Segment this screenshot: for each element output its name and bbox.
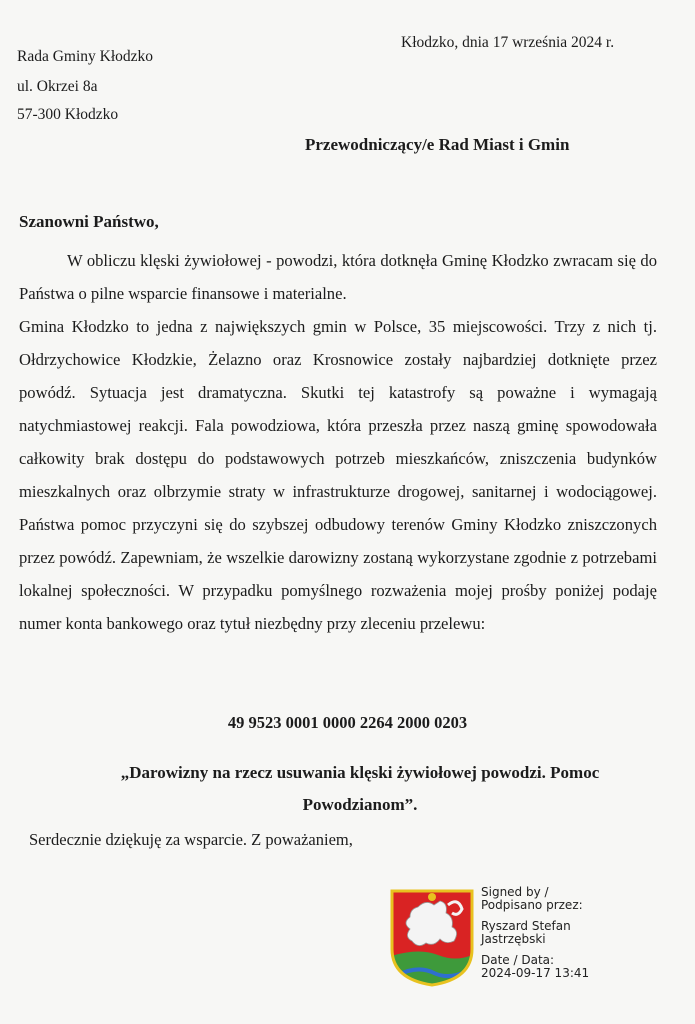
signer-name-line-2: Jastrzębski	[481, 932, 546, 946]
signature-date-label: Date / Data:	[481, 953, 555, 967]
sender-line-2: ul. Okrzei 8a	[17, 78, 98, 95]
signed-by-label-pl: Podpisano przez:	[481, 898, 583, 912]
letter-body	[19, 244, 657, 640]
salutation: Szanowni Państwo,	[19, 212, 159, 231]
transfer-title-line-2: Powodzianom”.	[302, 795, 418, 814]
signature-details	[481, 886, 589, 980]
signed-by-label: Signed by /	[481, 885, 549, 899]
sender-line-1: Rada Gminy Kłodzko	[17, 48, 154, 65]
transfer-title	[60, 757, 660, 821]
signature-datetime: 2024-09-17 13:41	[481, 966, 590, 980]
signer-name-line-1: Ryszard Stefan	[481, 919, 571, 933]
body-paragraph-1: W obliczu klęski żywiołowej - powodzi, która dotknęła Gminę Kłodzko zwracam się do Państwa o pilne wsparcie finansowe i materialne.	[19, 251, 657, 303]
recipient: Przewodniczący/e Rad Miast i Gmin	[305, 135, 570, 154]
sender-line-3: 57-300 Kłodzko	[17, 106, 119, 123]
closing: Serdecznie dziękuję za wsparcie. Z poważaniem,	[29, 830, 353, 849]
electronic-signature	[388, 884, 678, 994]
body-paragraph-2: Gmina Kłodzko to jedna z największych gmin w Polsce, 35 miejscowości. Trzy z nich tj. Ołdrzychowice Kłodzkie, Żelazno oraz Krosnowice zostały najbardziej dotknięte przez powódź. Sytuacja jest dramatyczna. Skutki tej katastrofy są poważne i wymagają natychmiastowej reakcji. Fala powodziowa, która przeszła przez naszą gminę spowodowała całkowity brak dostępu do podstawowych potrzeb mieszkańców, zniszczenia budynków mieszkalnych oraz olbrzymie straty w infrastrukturze drogowej, sanitarnej i wodociągowej. Państwa pomoc przyczyni się do szybszej odbudowy terenów Gminy Kłodzko zniszczonych przez powódź. Zapewniam, że wszelkie darowizny zostaną wykorzystane zgodnie z potrzebami lokalnej społeczności. W przypadku pomyślnego rozważenia mojej prośby poniżej podaję numer konta bankowego oraz tytuł niezbędny przy zleceniu przelewu:	[19, 317, 657, 633]
letter-date: Kłodzko, dnia 17 września 2024 r.	[401, 34, 615, 51]
transfer-title-line-1: „Darowizny na rzecz usuwania klęski żywiołowej powodzi. Pomoc	[120, 763, 600, 782]
coat-of-arms-icon	[388, 887, 476, 987]
bank-account-number: 49 9523 0001 0000 2264 2000 0203	[227, 713, 468, 732]
